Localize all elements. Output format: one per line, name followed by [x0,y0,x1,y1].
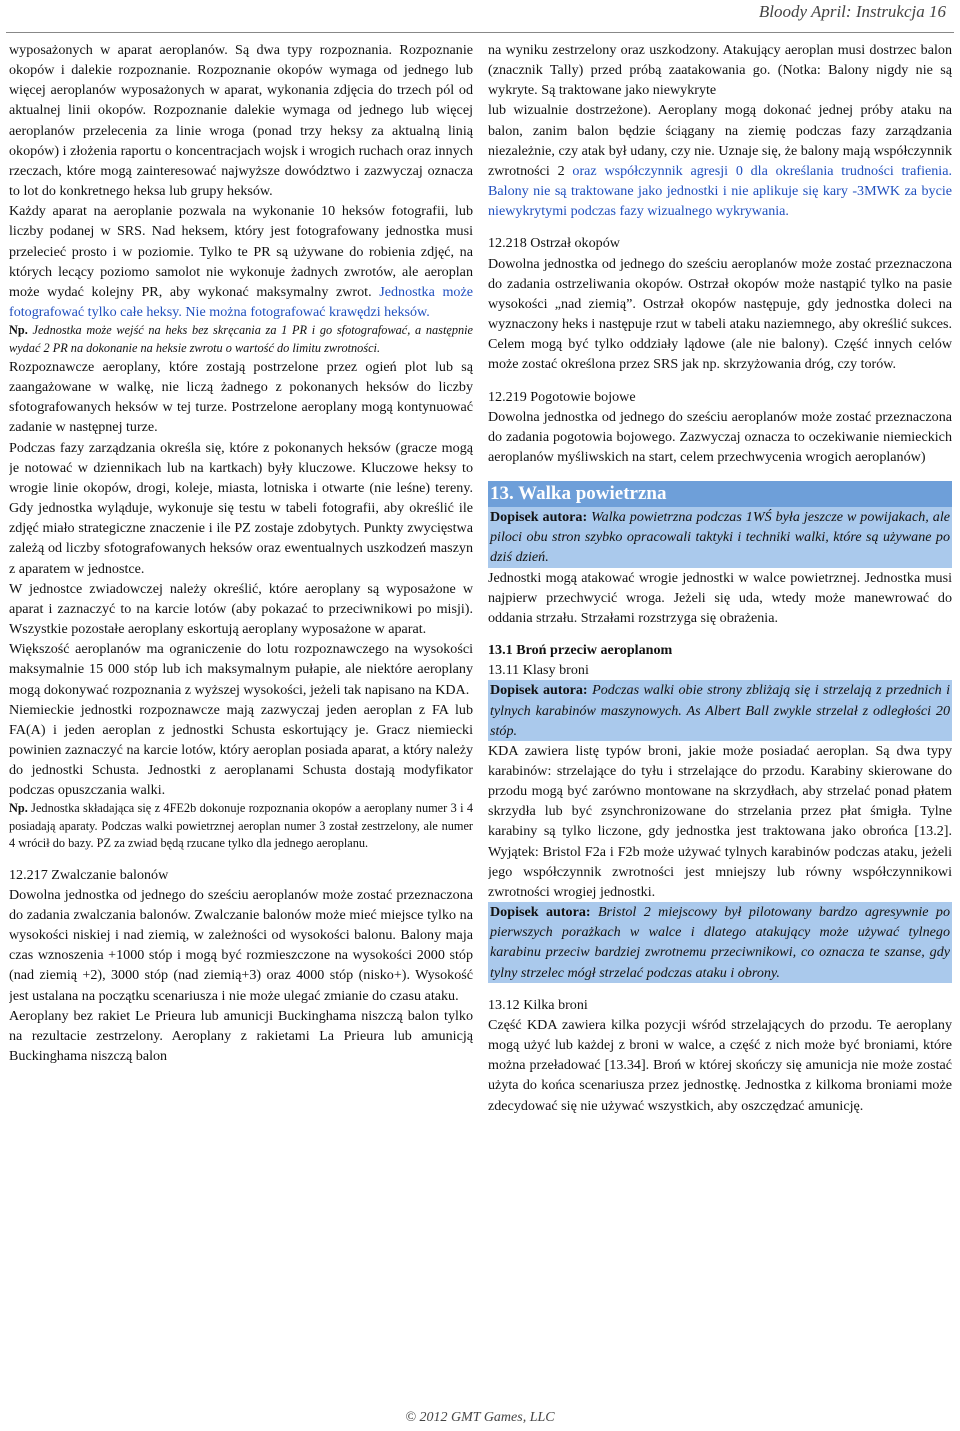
author-note [488,902,952,983]
example [9,800,473,852]
paragraph: Podczas fazy zarządzania określa się, które z pokonanych heksów (gracze mogą je notować w dziennikach lub na kartkach) były kluczowe. Kluczowe heksy to wrogie linie okopów, drogi, koleje, miasta, lotniska i otwarte (nie leśne) tereny. Gdy jednostka wyląduje, wykonuje się testu w tabeli fotografii, aby określić ile zdjęć miało strategiczne znaczenie i ile PZ zostaje zdobytych. Punkty zwycięstwa zależą od liczby sfotografowanych heksów oraz ewentualnych uszkodzeń maszyn z aparatem w jednostce. [9,439,473,577]
author-note-label: Dopisek autora: [490,904,591,921]
running-header: Bloody April: Instrukcja 16 [758,2,946,21]
paragraph-text: lub wizualnie dostrzeżone). Aeroplany mogą dokonać jednej próby ataku na balon, zanim balon będzie ściągany na ziemię podczas fazy zarządzania niezależnie, czy atak był udany, czy nie. Uznaje się, że balony mają współczynnik zwrotności 2 [488,102,952,179]
highlighted-rule-text: oraz współczynnik agresji 0 dla określania trudności trafienia. Balony nie są traktowane jako jednostki i nie aplikuje się kary -3MWK za bycie niewykrytymi podczas fazy wizualnego wykrywania. [488,162,952,220]
section-heading-13-1: 13.1 Broń przeciw aeroplanom [488,642,673,659]
chapter-heading-13: 13. Walka powietrzna [488,481,952,507]
author-note-text: Walka powietrzna podczas 1WŚ była jeszcze w powijakach, ale piloci obu stron szybko opracowali taktyki i techniki walki, które są używane po dziś dzień. [490,509,950,566]
right-column [488,40,952,1395]
example-label: Np. [9,801,28,816]
highlighted-rule-text: Jednostka może fotografować tylko całe heksy. Nie można fotografować krawędzi heksów. [9,283,473,321]
paragraph: na wyniku zestrzelony oraz uszkodzony. Atakujący aeroplan musi dostrzec balon (znacznik Tally) przed próbą zaatakowania go. (Notka: Balony nigdy nie są wykryte. Są traktowane jako niewykryte [488,42,952,99]
paragraph: wyposażonych w aparat aeroplanów. Są dwa typy rozpoznania. Rozpoznanie okopów i dalekie rozpoznanie. Rozpoznanie okopów wymaga od jednego lub więcej aeroplanów wyposażonych w aparat, wykonania zdjęcia do trzech pól od aktualnej linii okopów. Rozpoznanie dalekie wymaga od jednego lub więcej aeroplanów przelecenia za linie wroga (ponad trzy heksy za aktualną linią okopów) i złożenia raportu o koncentracjach wojsk i wrogich ruchach oraz innych rzeczach, które mogą zainteresować najwyższe dowództwo i zazwyczaj oznacza to lot do konkretnego heksa lub grupy heksów. [9,42,473,200]
paragraph: Rozpoznawcze aeroplany, które zostają postrzelone przez ogień plot lub są zaangażowane w walkę, nie liczą żadnego z pokonanych heksów do liczby sfotografowanych heksów w tej turze. Postrzelone aeroplany mogą kontynuować zadanie w następnej turze. [9,359,473,436]
author-note-text: Bristol 2 miejscowy był pilotowany bardzo agresywnie po pierwszych porażkach w walce i dlatego atakujący może używać tylnego karabinu przeciw bardziej zwrotnemu przeciwnikowi, co oznacza te szanse, gdy tylny strzelec mógł strzelać podczas ataku i obrony. [490,904,951,981]
section-heading-13-12: 13.12 Kilka broni [488,996,588,1013]
paragraph: Jednostki mogą atakować wrogie jednostki w walce powietrznej. Jednostka musi najpierw przechwycić wroga. Jeżeli się uda, wtedy może manewrować do oddania strzału. Strzałami rozstrzyga się obrażenia. [488,569,952,626]
section-heading-13-11: 13.11 Klasy broni [488,662,589,679]
paragraph: W jednostce zwiadowczej należy określić, które aeroplany są wyposażone w aparat i zaznaczyć to na karcie lotów (aby pokazać to przeciwnikowi po misji). Wszystkie pozostałe aeroplany eskortują aeroplany wyposażone w aparat. [9,580,473,638]
paragraph [9,201,473,322]
paragraph [488,100,952,221]
author-note [488,507,952,567]
paragraph: KDA zawiera listę typów broni, jakie może posiadać aeroplan. Są dwa typy karabinów: strzelające do tyłu i strzelające do przodu. Karabiny skierowane do przodu mogą być zarówno montowane na skrzydłach, aby strzelać ponad płatem skrzydła lub być zsynchronizowane do strzelania przez płat śmigła. Tylne karabiny są tylko liczone, gdy jednostka jest traktowana jako obrońca [13.2]. Wyjątek: Bristol F2a i F2b może używać tylnych karabinów podczas ataku, jeżeli jego współczynnik zwrotności jest mniejszy lub równy współczynnikowi zwrotności wrogiej jednostki. [488,742,952,900]
paragraph: Dowolna jednostka od jednego do sześciu aeroplanów może zostać przeznaczona do zadania ostrzeliwania okopów. Ostrzał okopów może nastąpić tylko na pasie wysokości „nad ziemią”. Ostrzał okopów następuje, gdy jednostka doleci na wyznaczony heks i następuje rzut w tabeli ataku naziemnego, aby określić sukces. Celem mogą być tylko oddziały lądowe (ale nie balony). Część innych celów może zostać określona przez SRS jak np. skrzyżowania dróg, czy torów. [488,255,952,373]
author-note-label: Dopisek autora: [490,509,588,526]
example-text: Jednostka składająca się z 4FE2b dokonuje rozpoznania okopów a aeroplany numer 3 i 4 posiadają aparaty. Podczas walki powietrznej aeroplan numer 3 został zestrzelony, ale numer 4 wrócił do bazy. PZ za zwiad będą rzucane tylko dla jednego aeroplanu. [9,801,473,851]
paragraph: Dowolna jednostka od jednego do sześciu aeroplanów może zostać przeznaczona do zadania zwalczania balonów. Zwalczanie balonów może mieć miejsce tylko na wysokości niskiej i nad ziemią, w zależności od wysokości balonu. Balony maja czas wznoszenia +1000 stóp i mogą być rozmieszczone na wysokości 2000 stóp (nad ziemią +2), 3000 stóp (nad ziemią+3) oraz 4000 stóp (nisko+). Wysokość jest ustalana na początku scenariusza i nie może ulegać zmianie do czasu ataku. [9,886,473,1004]
example-label: Np. [9,323,28,338]
section-heading-12-217: 12.217 Zwalczanie balonów [9,866,169,883]
paragraph: Część KDA zawiera kilka pozycji wśród strzelających do przodu. Te aeroplany mogą użyć lub każdej z broni w walce, a część z nich może być broniami, które można przeładować [13.34]. Broń w której skończy się amunicja nie może zostać użyta do końca scenariusza przez jednostkę. Jednostka z kilkoma broniami może zdecydować się nie używać wszystkich, aby oszczędzać amunicję. [488,1016,952,1114]
left-column [9,40,473,1395]
author-note-text: Podczas walki obie strony zbliżają się i strzelają z przednich i tylnych karabinów maszynowych. As Albert Ball zwykle strzelał z odległości 20 stóp. [490,682,951,739]
section-heading-12-219: 12.219 Pogotowie bojowe [488,388,636,405]
example [9,322,473,357]
paragraph: Większość aeroplanów ma ograniczenie do lotu rozpoznawczego na wysokości maksymalnie 15 000 stóp lub ich maksymalnym pułapie, ale niektóre aeroplany mogą dokonywać rozpoznania z wyższej wysokości, jeżeli tak napisano na KDA. [9,641,473,698]
section-heading-12-218: 12.218 Ostrzał okopów [488,235,620,252]
paragraph: Dowolna jednostka od jednego do sześciu aeroplanów może zostać przeznaczona do zadania pogotowia bojowego. Zazwyczaj oznacza to oczekiwanie niemieckich aeroplanów myśliwskich na start, celem przechwycenia wrogich aeroplanów) [488,408,952,465]
example-text: Jednostka może wejść na heks bez skręcania za 1 PR i go sfotografować, a następnie wydać 2 PR na dokonanie na heksie zwrotu o wartość do limitu zwrotności. [9,323,473,355]
paragraph-text: Każdy aparat na aeroplanie pozwala na wykonanie 10 heksów fotografii, lub liczby podanej w SRS. Nad heksem, który jest fotografowany jednostka musi przelecieć prosto i w poziomie. Tylko te PR są używane do robienia zdjęć, na których lecący poziomo samolot nie wykonuje żadnych zwrotów, ale aeroplan może wydać kolejny PR, aby wykonać maksymalny zwrot. [9,203,473,300]
header-rule [6,32,954,33]
copyright-footer: © 2012 GMT Games, LLC [405,1410,555,1425]
author-note-label: Dopisek autora: [490,682,588,699]
author-note [488,680,952,740]
paragraph: Niemieckie jednostki rozpoznawcze mają zazwyczaj jeden aeroplan z FA lub FA(A) i jeden aeroplan z jednostki Schusta eskortujący je. Gracz niemiecki powinien zaznaczyć na karcie lotów, który aeroplan posiada aparat, a który należy do jednostki Schusta. Jednostki z aeroplanami Schusta dostają modyfikator podczas opuszczania walki. [9,701,473,799]
paragraph: Aeroplany bez rakiet Le Prieura lub amunicji Buckinghama niszczą balon tylko na rezultacie zestrzelony. Aeroplany z rakietami La Prieura lub amunicją Buckinghama niszczą balon [9,1007,473,1065]
